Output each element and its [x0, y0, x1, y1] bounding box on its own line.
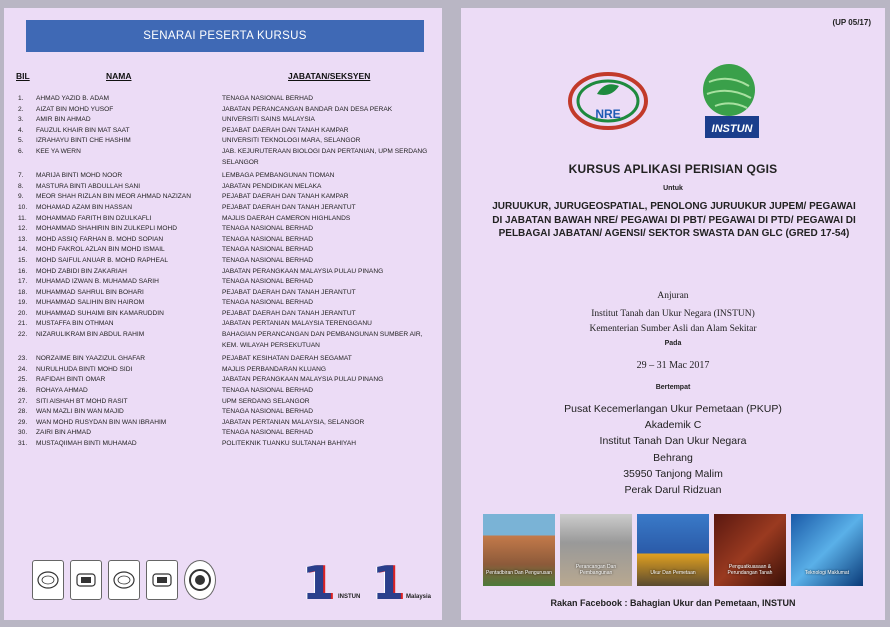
participant-name: MUHAMAD IZWAN B. MUHAMAD SARIH — [36, 278, 159, 286]
venue-line: Institut Tanah Dan Ukur Negara — [599, 435, 747, 448]
participant-name: MOHD FAKROL AZLAN BIN MOHD ISMAIL — [36, 246, 165, 254]
participant-row — [4, 192, 442, 203]
participant-name: ZAIRI BIN AHMAD — [36, 429, 91, 437]
participant-row — [4, 94, 442, 105]
participant-department: PEJABAT DAERAH DAN TANAH KAMPAR — [222, 193, 349, 201]
participant-name: WAN MAZLI BIN WAN MAJID — [36, 408, 124, 416]
participant-row — [4, 136, 442, 147]
venue-line: Behrang — [653, 451, 693, 464]
participant-department: TENAGA NASIONAL BERHAD — [222, 299, 313, 307]
target-audience: JURUUKUR, JURUGEOSPATIAL, PENOLONG JURUUKUR JUPEM/ PEGAWAI DI JABATAN BAWAH NRE/ PEGAWAI DI PBT/ PEGAWAI DI PTD/ PEGAWAI DI PELBAGAI JABATAN/ AGENSI/ SEKTOR SWASTA DAN GLC (GRED 17-54) — [492, 201, 856, 240]
venue-label: Bertempat — [655, 384, 691, 391]
organizer — [461, 307, 885, 337]
facebook-note: Rakan Facebook : Bahagian Ukur dan Pemetaan, INSTUN — [550, 598, 796, 608]
course-title: KURSUS APLIKASI PERISIAN QGIS — [568, 162, 778, 176]
malaysia-label: Malaysia — [406, 594, 432, 600]
participant-department: JAB. KEJURUTERAAN BIOLOGI DAN PERTANIAN, UPM SERDANG SELANGOR — [222, 147, 428, 166]
participant-row — [4, 439, 442, 450]
participant-number: 28. — [18, 408, 28, 416]
participant-department: LEMBAGA PEMBANGUNAN TIOMAN — [222, 172, 335, 180]
participant-row — [4, 105, 442, 116]
participant-name: MOHD SAIFUL ANUAR B. MOHD RAPHEAL — [36, 256, 169, 264]
cert-logo — [184, 560, 216, 600]
participant-number: 14. — [18, 246, 28, 254]
venue-line: 35950 Tanjong Malim — [623, 467, 723, 480]
participant-number: 29. — [18, 418, 28, 426]
participant-name: AMIR BIN AHMAD — [36, 116, 91, 124]
participant-number: 31. — [18, 440, 28, 447]
participant-name: NORZAIME BIN YAAZIZUL GHAFAR — [36, 355, 146, 363]
participant-name: MOHD ASSIQ FARHAN B. MOHD SOPIAN — [36, 235, 164, 243]
participant-row — [4, 288, 442, 299]
participant-department: JABATAN PERTANIAN MALAYSIA, SELANGOR — [222, 418, 365, 426]
division-photos — [483, 514, 863, 586]
participant-number: 21. — [18, 320, 28, 328]
header-nama: NAMA — [106, 71, 132, 81]
participant-department: JABATAN PERANGKAAN MALAYSIA PULAU PINANG — [222, 376, 384, 384]
participant-number: 10. — [18, 203, 28, 211]
participant-row — [4, 277, 442, 288]
participant-row — [4, 235, 442, 246]
photo-planning: Perancangan Dan Pembangunan — [560, 514, 632, 586]
header-jabatan: JABATAN/SEKSYEN — [288, 71, 371, 81]
cert-logo — [146, 560, 178, 600]
participant-row — [4, 182, 442, 193]
participant-name: NIZARULIKRAM BIN ABDUL RAHIM — [36, 331, 145, 339]
photo-it: Teknologi Maklumat — [791, 514, 863, 586]
participant-row — [4, 224, 442, 235]
participant-row — [4, 256, 442, 267]
participant-name: AHMAD YAZID B. ADAM — [36, 95, 110, 102]
participant-department: TENAGA NASIONAL BERHAD — [222, 387, 313, 395]
participant-number: 23. — [18, 355, 28, 363]
participant-number: 7. — [18, 172, 24, 180]
participant-number: 9. — [18, 193, 24, 201]
participant-department: JABATAN PERANGKAAN MALAYSIA PULAU PINANG — [222, 267, 384, 275]
photo-land-law: Penguatkuasaan & Perundangan Tanah — [714, 514, 786, 586]
participant-number: 5. — [18, 137, 24, 145]
participant-number: 4. — [18, 126, 24, 134]
participant-number: 26. — [18, 387, 28, 395]
participant-department: UNIVERSITI SAINS MALAYSIA — [222, 116, 315, 124]
participant-number: 19. — [18, 299, 28, 307]
participant-number: 17. — [18, 278, 28, 286]
participant-name: MOHD ZABIDI BIN ZAKARIAH — [36, 267, 127, 275]
participant-name: AIZAT BIN MOHD YUSOF — [36, 105, 114, 113]
participant-number: 3. — [18, 116, 24, 124]
participant-number: 1. — [18, 95, 24, 102]
instun-label: INSTUN — [338, 594, 361, 600]
participant-number: 30. — [18, 429, 28, 437]
participant-name: MUSTAFFA BIN OTHMAN — [36, 320, 114, 328]
participant-name: MUHAMMAD SUHAIMI BIN KAMARUDDIN — [36, 309, 164, 317]
participant-row — [4, 147, 442, 168]
participant-department: TENAGA NASIONAL BERHAD — [222, 95, 313, 102]
participant-number: 24. — [18, 365, 28, 373]
participant-row — [4, 309, 442, 320]
participant-row — [4, 397, 442, 408]
participant-number: 11. — [18, 214, 27, 222]
participant-department: UNIVERSITI TEKNOLOGI MARA, SELANGOR — [222, 137, 361, 145]
participant-name: RAFIDAH BINTI OMAR — [36, 376, 106, 384]
1malaysia-logo-instun: 1 — [302, 556, 335, 610]
participant-name: SITI AISHAH BT MOHD RASIT — [36, 397, 128, 405]
cert-logo — [32, 560, 64, 600]
participant-row — [4, 115, 442, 126]
participant-name: FAUZUL KHAIR BIN MAT SAAT — [36, 126, 130, 134]
participant-name: MUSTAQIIMAH BINTI MUHAMAD — [36, 440, 137, 447]
participant-name: MOHAMAD AZAM BIN HASSAN — [36, 203, 132, 211]
participant-department: PEJABAT DAERAH DAN TANAH JERANTUT — [222, 288, 356, 296]
participant-department: TENAGA NASIONAL BERHAD — [222, 278, 313, 286]
participant-name: NURULHUDA BINTI MOHD SIDI — [36, 365, 133, 373]
participant-name: WAN MOHD RUSYDAN BIN WAN IBRAHIM — [36, 418, 167, 426]
list-banner: SENARAI PESERTA KURSUS — [26, 20, 424, 52]
participant-number: 6. — [18, 147, 24, 155]
participant-department: JABATAN PERANCANGAN BANDAR DAN DESA PERAK — [222, 105, 393, 113]
svg-text:NRE: NRE — [595, 107, 621, 121]
participant-department: POLITEKNIK TUANKU SULTANAH BAHIYAH — [222, 440, 356, 447]
instun-logo — [699, 60, 763, 149]
participant-row — [4, 407, 442, 418]
organizer-ministry: Kementerian Sumber Asli dan Alam Sekitar — [589, 324, 757, 334]
participant-name: MOHAMMAD SHAHIRIN BIN ZULKEPLI MOHD — [36, 225, 178, 233]
participant-row — [4, 386, 442, 397]
participant-number: 2. — [18, 105, 24, 113]
svg-text:INSTUN: INSTUN — [711, 123, 753, 135]
participant-department: JABATAN PERTANIAN MALAYSIA TERENGGANU — [222, 320, 372, 328]
participant-list-panel — [4, 8, 442, 620]
participant-number: 27. — [18, 397, 28, 405]
venue-line: Pusat Kecemerlangan Ukur Pemetaan (PKUP) — [564, 403, 782, 415]
course-cover-panel — [461, 8, 885, 620]
participant-number: 8. — [18, 182, 24, 190]
participant-department: PEJABAT DAERAH DAN TANAH KAMPAR — [222, 126, 349, 134]
participant-department: TENAGA NASIONAL BERHAD — [222, 246, 313, 254]
participant-department: TENAGA NASIONAL BERHAD — [222, 408, 313, 416]
participant-department: TENAGA NASIONAL BERHAD — [222, 256, 313, 264]
participant-department: BAHAGIAN PERANCANGAN DAN PEMBANGUNAN SUMBER AIR, KEM. WILAYAH PERSEKUTUAN — [222, 331, 423, 349]
participant-number: 18. — [18, 288, 28, 296]
venue-address — [461, 401, 885, 498]
for-label: Untuk — [663, 185, 683, 192]
participant-row — [4, 354, 442, 365]
organizer-label: Anjuran — [657, 291, 689, 301]
participant-department: PEJABAT DAERAH DAN TANAH JERANTUT — [222, 203, 356, 211]
participant-row — [4, 428, 442, 439]
venue-line: Perak Darul Ridzuan — [624, 484, 722, 497]
participant-department: TENAGA NASIONAL BERHAD — [222, 225, 313, 233]
participant-department: PEJABAT KESIHATAN DAERAH SEGAMAT — [222, 355, 352, 363]
participant-row — [4, 214, 442, 225]
certification-logos — [32, 560, 216, 600]
participant-department: JABATAN PENDIDIKAN MELAKA — [222, 182, 322, 190]
participant-name: IZRAHAYU BINTI CHE HASHIM — [36, 137, 131, 145]
participant-name: MOHAMMAD FARITH BIN DZULKAFLI — [36, 214, 152, 222]
participant-name: MEOR SHAH RIZLAN BIN MEOR AHMAD NAZIZAN — [36, 193, 191, 201]
participant-row — [4, 319, 442, 330]
participant-rows — [4, 94, 442, 450]
participant-department: TENAGA NASIONAL BERHAD — [222, 235, 313, 243]
participant-name: MARIJA BINTI MOHD NOOR — [36, 172, 123, 180]
participant-row — [4, 375, 442, 386]
venue-line: Akademik C — [644, 419, 702, 432]
participant-number: 22. — [18, 331, 28, 339]
participant-row — [4, 245, 442, 256]
participant-number: 20. — [18, 309, 28, 317]
course-date: 29 – 31 Mac 2017 — [636, 360, 710, 371]
participant-department: UPM SERDANG SELANGOR — [222, 397, 310, 405]
header-bil: BIL — [16, 71, 30, 81]
organizer-institute: Institut Tanah dan Ukur Negara (INSTUN) — [591, 309, 755, 319]
participant-department: MAJLIS DAERAH CAMERON HIGHLANDS — [222, 214, 351, 222]
participant-name: MUHAMMAD SALIHIN BIN HAIROM — [36, 299, 145, 307]
participant-row — [4, 171, 442, 182]
participant-department: MAJLIS PERBANDARAN KLUANG — [222, 365, 327, 373]
participant-number: 25. — [18, 376, 28, 384]
participant-number: 16. — [18, 267, 28, 275]
participant-number: 13. — [18, 235, 28, 243]
participant-name: KEE YA WERN — [36, 147, 81, 155]
1malaysia-logo: 1 — [372, 556, 405, 610]
participant-row — [4, 126, 442, 137]
participant-department: PEJABAT DAERAH DAN TANAH JERANTUT — [222, 309, 356, 317]
participant-name: MUHAMMAD SAHRUL BIN BOHARI — [36, 288, 144, 296]
participant-row — [4, 267, 442, 278]
participant-number: 12. — [18, 225, 28, 233]
participant-row — [4, 365, 442, 376]
photo-administration: Pentadbiran Dan Pengurusan — [483, 514, 555, 586]
nre-logo — [567, 70, 649, 137]
participant-number: 15. — [18, 256, 28, 264]
date-label: Pada — [664, 340, 682, 347]
photo-survey: Ukur Dan Pemetaan — [637, 514, 709, 586]
participant-name: MASTURA BINTI ABDULLAH SANI — [36, 182, 141, 190]
participant-name: ROHAYA AHMAD — [36, 387, 88, 395]
participant-row — [4, 418, 442, 429]
participant-row — [4, 330, 442, 351]
cert-logo — [108, 560, 140, 600]
participant-row — [4, 203, 442, 214]
cert-logo — [70, 560, 102, 600]
participant-department: TENAGA NASIONAL BERHAD — [222, 429, 313, 437]
course-code: (UP 05/17) — [832, 18, 871, 27]
participant-row — [4, 298, 442, 309]
